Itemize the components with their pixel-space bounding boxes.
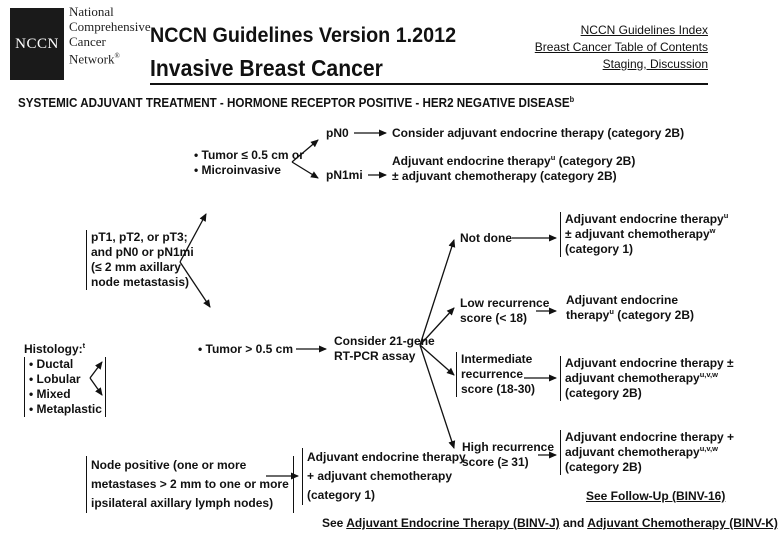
histology-label: Histology:$^t$ [24,341,86,356]
list-item: • Ductal [29,357,74,371]
node-positive-line: metastases > 2 mm to one or more [91,477,289,491]
table-of-contents-link[interactable]: Breast Cancer Table of Contents [534,40,708,54]
criteria-line: • Tumor ≤ 0.5 cm or [194,148,304,162]
guidelines-index-link[interactable]: NCCN Guidelines Index [580,23,708,37]
result-low: Low recurrence score (< 18) [460,296,550,325]
node-positive-treatment [302,448,466,505]
pn0-treatment: Consider adjuvant endocrine therapy (category 2B) [392,126,685,140]
list-item: • Metaplastic [29,402,102,416]
page-subtitle: Invasive Breast Cancer [150,55,383,81]
staging-discussion-link[interactable]: Staging, Discussion [602,57,708,71]
histology-block [24,342,106,417]
logo-word: National [69,4,114,19]
logo-word: Comprehensive [69,19,151,34]
result-high: High recurrence score (≥ 31) [462,440,555,469]
high-treatment: Adjuvant endocrine therapy + adjuvant chemotherapy$^{u,v,w}$ (category 2B) [560,430,734,475]
pt-line: node metastasis) [91,275,190,289]
treatment-line: Adjuvant endocrine therapy [307,450,466,464]
list-item: • Lobular [29,372,81,386]
follow-up-link[interactable]: See Follow-Up (BINV-16) [586,489,726,503]
chemotherapy-link[interactable]: Adjuvant Chemotherapy (BINV-K) [587,516,778,530]
pt-line: and pN0 or pN1mi [91,245,194,259]
follow-up-link-wrap [586,489,725,503]
intermediate-treatment: Adjuvant endocrine therapy ± adjuvant chemotherapy$^{u,v,w}$ (category 2B) [560,356,734,401]
assay-line: RT-PCR assay [334,349,416,363]
page-title: NCCN Guidelines Version 1.2012 [150,24,457,47]
gene-assay [334,334,435,364]
pn1mi-treatment: Adjuvant endocrine therapy$^u$ (category 2B) ± adjuvant chemotherapy (category 2B) [392,153,636,183]
section-title: SYSTEMIC ADJUVANT TREATMENT - HORMONE RECEPTOR POSITIVE - HER2 NEGATIVE DISEASE$^b$ [18,95,575,111]
not-done-treatment: Adjuvant endocrine therapy$^u$ ± adjuvant chemotherapy$^w$ (category 1) [560,212,728,257]
footer-prefix: See [322,516,347,530]
node-positive-box [86,456,294,513]
list-item: • Mixed [29,387,71,401]
pn0-label: pN0 [326,126,349,140]
histology-list [24,357,106,417]
result-intermediate: Intermediate recurrence score (18-30) [456,352,535,397]
arrow-assay-notdone [420,240,454,345]
criteria-line: • Microinvasive [194,163,281,177]
pt-stage-box [86,230,194,290]
pn1mi-label: pN1mi [326,168,363,182]
pt-line: (≤ 2 mm axillary [91,260,181,274]
large-tumor-criteria: • Tumor > 0.5 cm [198,342,294,356]
result-not-done: Not done [460,231,512,245]
logo-word: Network® [69,51,120,67]
nccn-logo: NCCN [10,8,64,80]
treatment-line: + adjuvant chemotherapy [307,469,453,483]
assay-line: Consider 21-gene [334,334,435,348]
low-treatment: Adjuvant endocrine therapy$^u$ (category 2B) [566,293,694,322]
footer-references [322,516,778,530]
treatment-line: (category 1) [307,488,376,502]
endocrine-therapy-link[interactable]: Adjuvant Endocrine Therapy (BINV-J) [346,516,560,530]
pt-line: pT1, pT2, or pT3; [91,230,188,244]
small-tumor-criteria [194,148,304,178]
logo-word: Cancer [69,34,106,49]
footer-conjunction: and [559,516,588,530]
node-positive-line: ipsilateral axillary lymph nodes) [91,496,274,510]
node-positive-line: Node positive (one or more [91,458,247,472]
